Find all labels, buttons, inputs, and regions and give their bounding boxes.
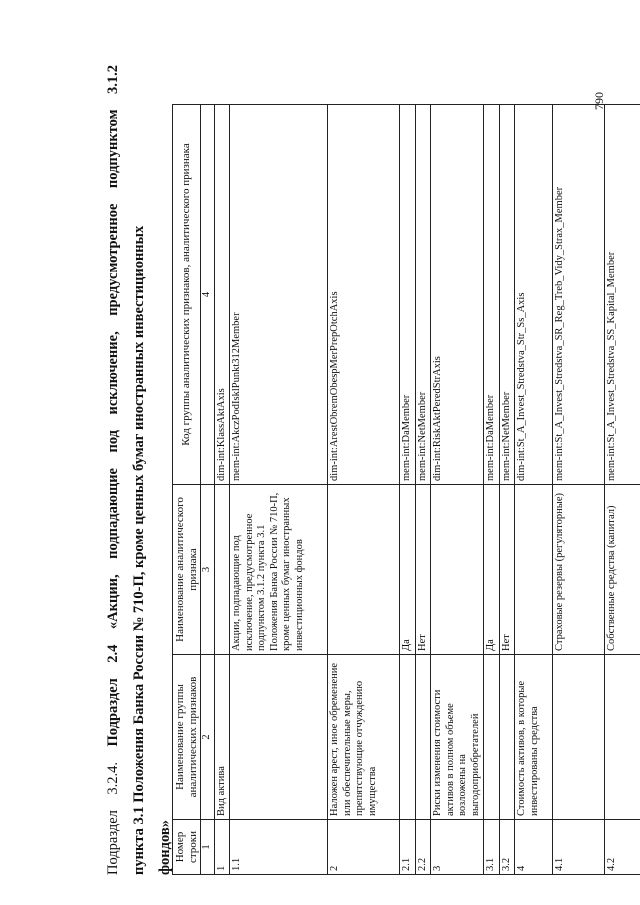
table-row xyxy=(415,105,431,875)
row-number: 2.1 xyxy=(400,820,416,875)
heading-prefix: Подраздел 3.2.4. xyxy=(105,761,121,875)
heading-line-2 xyxy=(126,65,152,875)
code: dim-int:RiskAktPeredStrAxis xyxy=(431,105,484,485)
row-number: 2.2 xyxy=(415,820,431,875)
table-row xyxy=(515,105,553,875)
code: dim-int:ArestObremObespMerPrepOtchAxis xyxy=(328,105,400,485)
attribute-name: Собственные средства (капитал) xyxy=(605,485,640,655)
group-name xyxy=(230,655,328,820)
code: mem-int:DaMember xyxy=(400,105,416,485)
attribute-name: Акции, подпадающие под исключение, предусмотренное подпунктом 3.1.2 пункта 3.1 Положения Банка России № 710-П, кроме ценных бумаг иностранных инвестиционных фондов xyxy=(230,485,328,655)
group-name xyxy=(400,655,416,820)
table-row xyxy=(484,105,500,875)
attribute-name xyxy=(214,485,230,655)
heading-bold-1: Подраздел 2.4 «Акции, подпадающие под исключение, предусмотренное подпунктом 3.1.2 xyxy=(105,64,121,747)
group-name xyxy=(499,655,515,820)
table-row xyxy=(605,105,640,875)
attribute-name xyxy=(328,485,400,655)
group-name: Вид актива xyxy=(214,655,230,820)
code: dim-int:KlassAktAxis xyxy=(214,105,230,485)
attribute-name: Да xyxy=(400,485,416,655)
row-number: 3 xyxy=(431,820,484,875)
code: mem-int:NetMember xyxy=(415,105,431,485)
code: dim-int:St_A_Invest_Stredstva_Str_Ss_Axis xyxy=(515,105,553,485)
row-number: 1 xyxy=(214,820,230,875)
attribute-name xyxy=(431,485,484,655)
code: mem-int:NetMember xyxy=(499,105,515,485)
column-number: 2 xyxy=(201,655,215,820)
column-number: 4 xyxy=(201,105,215,485)
header-row-number: Номер строки xyxy=(173,820,201,875)
group-name xyxy=(484,655,500,820)
group-name: Наложен арест, иное обременение или обеспечительные меры, препятствующие отчуждению имущества xyxy=(328,655,400,820)
row-number: 2 xyxy=(328,820,400,875)
row-number: 4 xyxy=(515,820,553,875)
group-name xyxy=(553,655,605,820)
row-number: 1.1 xyxy=(230,820,328,875)
group-name: Стоимость активов, в которые инвестированы средства xyxy=(515,655,553,820)
code: mem-int:DaMember xyxy=(484,105,500,485)
column-number: 3 xyxy=(201,485,215,655)
heading-bold-3: фондов» xyxy=(157,820,173,875)
code: mem-int:AkczPodIsklPunkt312Member xyxy=(230,105,328,485)
row-number: 4.2 xyxy=(605,820,640,875)
analytics-table xyxy=(172,104,640,875)
header-group-name: Наименование группы аналитических признаков xyxy=(173,655,201,820)
heading-bold-2: пункта 3.1 Положения Банка России № 710-П, кроме ценных бумаг иностранных инвестиционных xyxy=(131,225,147,875)
table-header-row xyxy=(173,105,201,875)
table-row xyxy=(230,105,328,875)
section-heading xyxy=(100,65,178,875)
group-name: Риски изменения стоимости активов в полном объеме возложены на выгодоприобретателей xyxy=(431,655,484,820)
table-row xyxy=(214,105,230,875)
attribute-name: Да xyxy=(484,485,500,655)
table-row xyxy=(499,105,515,875)
row-number: 3.1 xyxy=(484,820,500,875)
group-name xyxy=(415,655,431,820)
attribute-name: Страховые резервы (регуляторные) xyxy=(553,485,605,655)
attribute-name xyxy=(515,485,553,655)
header-code: Код группы аналитических признаков, аналитического признака xyxy=(173,105,201,485)
column-number-row xyxy=(201,105,215,875)
table-row xyxy=(328,105,400,875)
code: mem-int:St_A_Invest_Stredstva_SR_Reg_Treb_Vidy_Strax_Member xyxy=(553,105,605,485)
row-number: 3.2 xyxy=(499,820,515,875)
row-number: 4.1 xyxy=(553,820,605,875)
attribute-name: Нет xyxy=(499,485,515,655)
header-attribute-name: Наименование аналитического признака xyxy=(173,485,201,655)
table-row xyxy=(400,105,416,875)
group-name xyxy=(605,655,640,820)
table-row xyxy=(431,105,484,875)
code: mem-int:St_A_Invest_Stredstva_SS_Kapital_Member xyxy=(605,105,640,485)
column-number: 1 xyxy=(201,820,215,875)
attribute-name: Нет xyxy=(415,485,431,655)
page-number: 790 xyxy=(592,92,606,110)
table-row xyxy=(553,105,605,875)
heading-line-1 xyxy=(100,65,126,875)
